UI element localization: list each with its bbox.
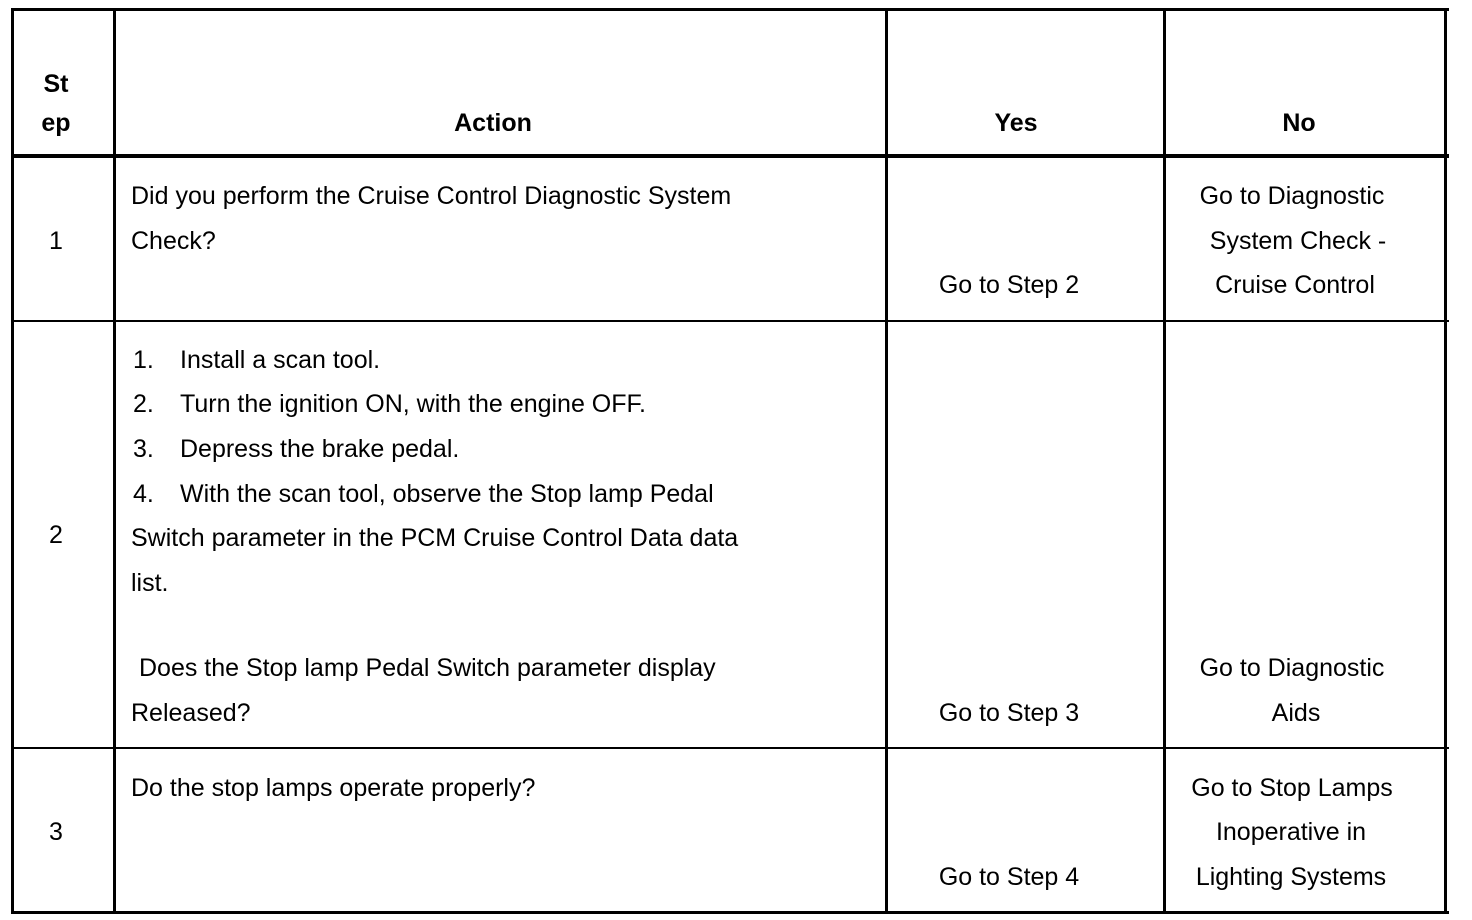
list-number: 1. <box>133 346 154 374</box>
row-divider-1 <box>11 320 1449 322</box>
step-number: 1 <box>49 227 63 255</box>
yes-result: Go to Step 2 <box>938 271 1080 299</box>
header-divider <box>11 154 1449 158</box>
step-number: 3 <box>49 818 63 846</box>
no-result: Aids <box>1271 699 1321 727</box>
column-divider-step <box>113 8 116 914</box>
list-text: Turn the ignition ON, with the engine OFF. <box>180 390 646 418</box>
table-left-border <box>11 8 14 914</box>
header-action: Action <box>454 109 532 137</box>
no-result: Inoperative in <box>1215 818 1367 846</box>
table-top-border <box>11 8 1449 11</box>
action-text: Do the stop lamps operate properly? <box>131 774 536 802</box>
table-bottom-border <box>11 911 1449 914</box>
list-number: 3. <box>133 435 154 463</box>
action-list-item <box>133 435 459 463</box>
header-step-line1: St <box>43 70 69 98</box>
header-step-line2: ep <box>41 109 71 137</box>
action-list-item <box>133 390 646 418</box>
action-text: list. <box>131 569 169 597</box>
action-question: Does the Stop lamp Pedal Switch parameter display <box>139 654 716 682</box>
action-text: Did you perform the Cruise Control Diagnostic System <box>131 182 732 210</box>
table-right-border <box>1444 8 1447 914</box>
row-divider-2 <box>11 747 1449 749</box>
list-text: With the scan tool, observe the Stop lamp Pedal <box>180 480 714 508</box>
no-result: Cruise Control <box>1215 271 1375 299</box>
list-text: Depress the brake pedal. <box>180 435 460 463</box>
yes-result: Go to Step 3 <box>938 699 1080 727</box>
column-divider-yes <box>1163 8 1166 914</box>
action-question: Released? <box>131 699 251 727</box>
header-no: No <box>1282 109 1316 137</box>
no-result: Go to Stop Lamps <box>1191 774 1393 802</box>
no-result: Lighting Systems <box>1195 863 1387 891</box>
list-number: 4. <box>133 480 154 508</box>
list-text: Install a scan tool. <box>180 346 381 374</box>
header-yes: Yes <box>994 109 1038 137</box>
no-result: Go to Diagnostic <box>1199 654 1385 682</box>
action-text: Check? <box>131 227 216 255</box>
action-list-item <box>133 480 714 508</box>
list-number: 2. <box>133 390 154 418</box>
column-divider-action <box>885 8 888 914</box>
no-result: System Check - <box>1209 227 1387 255</box>
step-number: 2 <box>49 521 63 549</box>
no-result: Go to Diagnostic <box>1199 182 1385 210</box>
action-text: Switch parameter in the PCM Cruise Control Data data <box>131 524 739 552</box>
yes-result: Go to Step 4 <box>938 863 1080 891</box>
action-list-item <box>133 346 380 374</box>
